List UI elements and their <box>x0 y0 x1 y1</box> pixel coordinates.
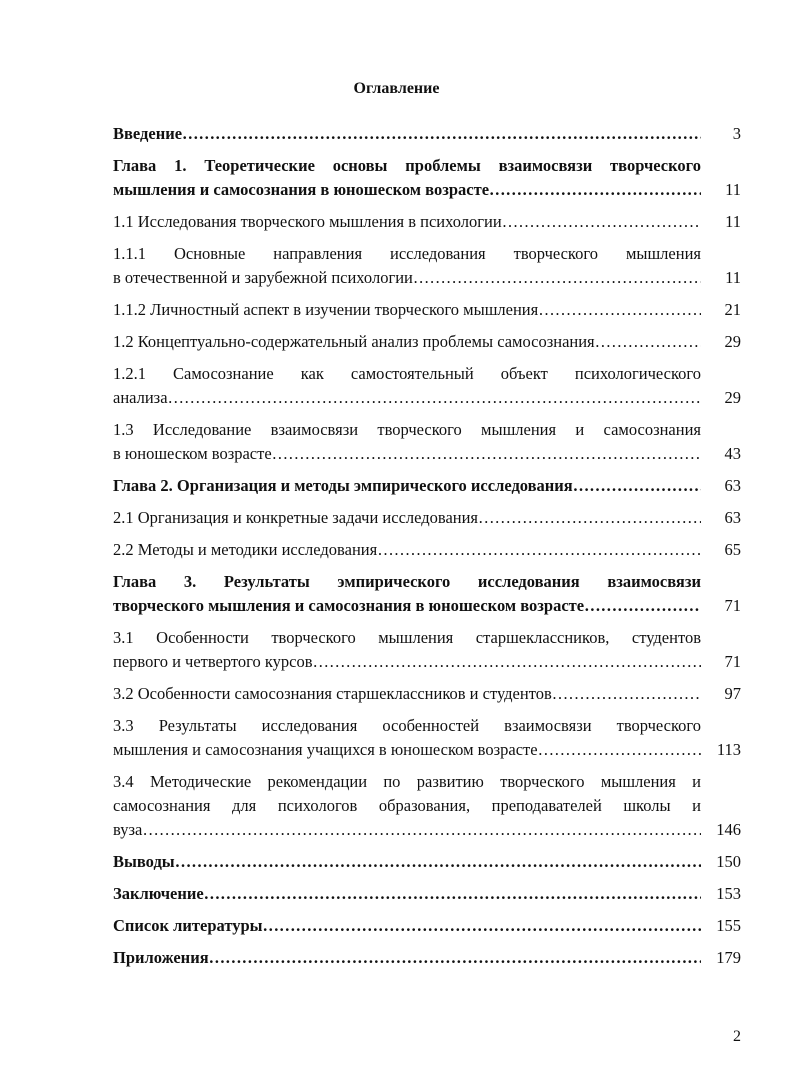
toc-entry-page: 146 <box>716 820 741 839</box>
toc-entry-text <box>113 682 701 706</box>
toc-entry-label: Список литературы <box>113 916 263 935</box>
dot-leader <box>573 474 701 498</box>
toc-entry-text <box>113 714 701 762</box>
toc-entry-lead: Глава 3. Результаты эмпирического исследования взаимосвязи <box>113 572 701 591</box>
toc-entry-page: 71 <box>724 596 741 615</box>
toc-title: Оглавление <box>353 80 440 97</box>
dot-leader <box>142 818 701 842</box>
dot-leader <box>413 266 701 290</box>
toc-entry-text <box>113 770 701 842</box>
toc-entry-page: 11 <box>725 180 741 199</box>
toc-entry-lead: 1.3 Исследование взаимосвязи творческого мышления и самосознания <box>113 420 701 439</box>
toc-entry-label: Глава 2. Организация и методы эмпирического исследования <box>113 476 573 495</box>
toc-entry-text <box>113 850 701 874</box>
toc-entry-label: 2.2 Методы и методики исследования <box>113 540 378 559</box>
toc-entry-lead: 3.3 Результаты исследования особенностей взаимосвязи творческого <box>113 716 701 735</box>
toc-entry-text <box>113 506 701 530</box>
toc-entry <box>113 122 741 146</box>
toc-entry-label: 3.2 Особенности самосознания старшеклассников и студентов <box>113 684 552 703</box>
dot-leader <box>263 914 701 938</box>
toc-entry-page: 63 <box>724 476 741 495</box>
toc-entry <box>113 474 741 498</box>
toc-entry-label: первого и четвертого курсов <box>113 652 313 671</box>
dot-leader <box>175 850 701 874</box>
toc-entry-page: 11 <box>725 268 741 287</box>
dot-leader <box>489 178 701 202</box>
dot-leader <box>272 442 701 466</box>
dot-leader <box>595 330 701 354</box>
toc-entry-lead: Глава 1. Теоретические основы проблемы взаимосвязи творческого <box>113 156 701 175</box>
toc-entry-label: 1.1.2 Личностный аспект в изучении творческого мышления <box>113 300 539 319</box>
toc-entry <box>113 154 741 202</box>
toc-entry-page: 179 <box>716 948 741 967</box>
toc-entry <box>113 330 741 354</box>
toc-entry <box>113 418 741 466</box>
toc-entry-label: 2.1 Организация и конкретные задачи исследования <box>113 508 479 527</box>
toc-entry <box>113 242 741 290</box>
toc-entry <box>113 570 741 618</box>
toc-entry-page: 43 <box>724 444 741 463</box>
toc-entry-text <box>113 298 701 322</box>
toc-entry-lead: 1.1.1 Основные направления исследования творческого мышления <box>113 244 701 263</box>
toc-entry-label: творческого мышления и самосознания в юношеском возрасте <box>113 596 585 615</box>
page-number: 2 <box>733 1028 741 1045</box>
toc-entry-page: 155 <box>716 916 741 935</box>
toc-entry <box>113 770 741 842</box>
toc-entry <box>113 210 741 234</box>
dot-leader <box>584 594 701 618</box>
toc-entry-lead: 3.1 Особенности творческого мышления старшеклассников, студентов <box>113 628 701 647</box>
toc-entry-page: 113 <box>716 740 741 759</box>
toc-entry-text <box>113 330 701 354</box>
toc-entry <box>113 714 741 762</box>
toc-entry-text <box>113 122 701 146</box>
toc-entry-text <box>113 418 701 466</box>
toc-entry <box>113 946 741 970</box>
toc-entry-text <box>113 914 701 938</box>
dot-leader <box>313 650 701 674</box>
toc-entry-page: 153 <box>716 884 741 903</box>
dot-leader <box>209 946 701 970</box>
toc-entry-lead: 3.4 Методические рекомендации по развитию творческого мышления и самосознания для психологов образования, преподавателей школы и <box>113 772 701 815</box>
toc-entry-page: 97 <box>724 684 741 703</box>
toc-entry-label: вуза <box>113 820 143 839</box>
toc-entry-label: в юношеском возрасте <box>113 444 272 463</box>
toc-entry-label: в отечественной и зарубежной психологии <box>113 268 413 287</box>
toc-entry-page: 63 <box>724 508 741 527</box>
toc-entry <box>113 850 741 874</box>
dot-leader <box>377 538 701 562</box>
toc-entry-page: 29 <box>724 388 741 407</box>
toc-entry-lead: 1.2.1 Самосознание как самостоятельный объект психологического <box>113 364 701 383</box>
toc-entry-page: 65 <box>724 540 741 559</box>
toc-entry-label: Заключение <box>113 884 204 903</box>
toc-entry <box>113 882 741 906</box>
toc-entry-text <box>113 570 701 618</box>
toc-entry <box>113 298 741 322</box>
toc-entry <box>113 682 741 706</box>
dot-leader <box>538 298 701 322</box>
toc-entry-page: 150 <box>716 852 741 871</box>
toc-entry <box>113 626 741 674</box>
toc-entry-text <box>113 538 701 562</box>
dot-leader <box>182 122 701 146</box>
toc-entry-text <box>113 626 701 674</box>
dot-leader <box>502 210 701 234</box>
toc-entry-text <box>113 946 701 970</box>
toc-entry-text <box>113 362 701 410</box>
toc-entry-page: 29 <box>724 332 741 351</box>
toc-entry-label: Выводы <box>113 852 175 871</box>
toc-entry-label: Приложения <box>113 948 209 967</box>
toc-entry <box>113 506 741 530</box>
toc-entry <box>113 538 741 562</box>
toc-entry-label: мышления и самосознания учащихся в юношеском возрасте <box>113 740 538 759</box>
toc-entry-label: анализа <box>113 388 168 407</box>
toc-entry <box>113 914 741 938</box>
toc-entry-text <box>113 474 701 498</box>
toc-entry-text <box>113 210 701 234</box>
toc-entry <box>113 362 741 410</box>
toc-entry-text <box>113 882 701 906</box>
toc-entry-text <box>113 242 701 290</box>
toc-entry-page: 21 <box>724 300 741 319</box>
toc-entry-label: Введение <box>113 124 183 143</box>
dot-leader <box>204 882 701 906</box>
toc-entry-page: 71 <box>724 652 741 671</box>
dot-leader <box>552 682 701 706</box>
toc-entry-text <box>113 154 701 202</box>
table-of-contents <box>113 122 741 978</box>
toc-entry-page: 11 <box>725 212 741 231</box>
dot-leader <box>478 506 701 530</box>
toc-entry-label: мышления и самосознания в юношеском возрасте <box>113 180 490 199</box>
dot-leader <box>538 738 701 762</box>
toc-entry-label: 1.2 Концептуально-содержательный анализ проблемы самосознания <box>113 332 595 351</box>
toc-entry-page: 3 <box>732 124 741 143</box>
dot-leader <box>168 386 701 410</box>
toc-entry-label: 1.1 Исследования творческого мышления в психологии <box>113 212 502 231</box>
